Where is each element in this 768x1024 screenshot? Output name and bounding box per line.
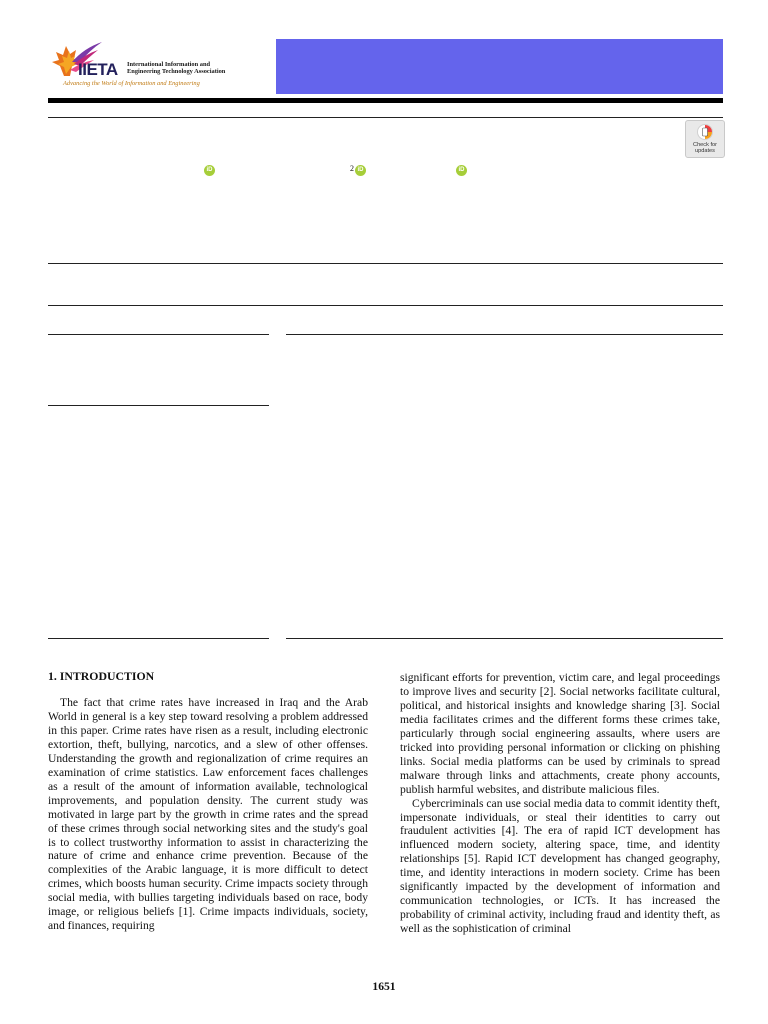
crossmark-icon xyxy=(696,123,714,141)
logo-organization-name: International Information and Engineering Technology Association xyxy=(127,61,226,75)
page-number: 1651 xyxy=(372,980,396,993)
affiliation-superscript: 2 xyxy=(350,164,354,173)
title-top-rule xyxy=(48,117,723,118)
right-column xyxy=(400,671,720,936)
section-heading-introduction: 1. INTRODUCTION xyxy=(48,669,155,683)
abstract-bottom-rule xyxy=(286,638,723,639)
logo-tagline: Advancing the World of Information and Engineering xyxy=(63,80,200,87)
article-info-top-rule xyxy=(48,334,269,335)
body-paragraph: significant efforts for prevention, victim care, and legal proceedings to improve lives and security [2]. Social networks facilitate cultural, political, and historical insights and knowledge sharing [3]. Social media facilitates crimes and the different forms these crimes take, particularly through social engineering assaults, where users are tricked into providing personal information or clicking on phishing links. Social media platforms can be used by criminals to spread malware through links and attachments, create phony accounts, publish harmful websites, and distribute malicious files. xyxy=(400,671,720,796)
orcid-icon[interactable]: iD xyxy=(204,165,215,176)
correspondence-rule xyxy=(48,305,723,306)
check-for-updates-badge[interactable] xyxy=(685,120,725,158)
body-paragraph: The fact that crime rates have increased in Iraq and the Arab World in general is a key step toward resolving a problem addressed in this paper. Crime rates have risen as a result, including electronic extortion, theft, bullying, narcotics, and a slew of other offenses. Understanding the growth and regionalization of crime requires an examination of crime statistics. Law enforcement faces challenges as a result of the amount of information available, technological improvements, and population density. The current study was motivated in large part by the growth in crime rates and the spread of these crimes through social networking sites and the study's goal is to collect trustworthy information to assist in characterizing the nature of crime and enhance crime prevention. Because of the complexities of the Arabic language, it is more difficult to detect crimes, which boosts human security. Crime impacts society through social media, with bullies targeting individuals based on race, body image, or religious beliefs [1]. Crime impacts individuals, society, and finances, requiring xyxy=(48,696,368,933)
left-column xyxy=(48,669,368,933)
logo-acronym: IIETA xyxy=(78,60,118,79)
affiliation-bottom-rule xyxy=(48,263,723,264)
abstract-top-rule xyxy=(286,334,723,335)
keywords-rule xyxy=(48,405,269,406)
article-info-bottom-rule xyxy=(48,638,269,639)
journal-banner xyxy=(276,39,723,94)
check-updates-line1: Check for xyxy=(693,142,717,148)
orcid-icon[interactable]: iD xyxy=(456,165,467,176)
body-paragraph: Cybercriminals can use social media data to commit identity theft, impersonate individuals, or steal their identities to carry out fraudulent activities [4]. The era of rapid ICT development has influenced modern society, altering space, time, and identity relationships [5]. Rapid ICT development has changed geography, time, and identity interactions in modern society. Crime has been significantly impacted by the development of information and communication technologies, or ICTs. It has increased the probability of criminal activity, including fraud and identity theft, as well as the sophistication of criminal xyxy=(400,796,720,936)
check-updates-line2: updates xyxy=(695,148,715,154)
iieta-logo xyxy=(50,40,245,92)
orcid-icon[interactable]: iD xyxy=(355,165,366,176)
header-rule xyxy=(48,98,723,103)
